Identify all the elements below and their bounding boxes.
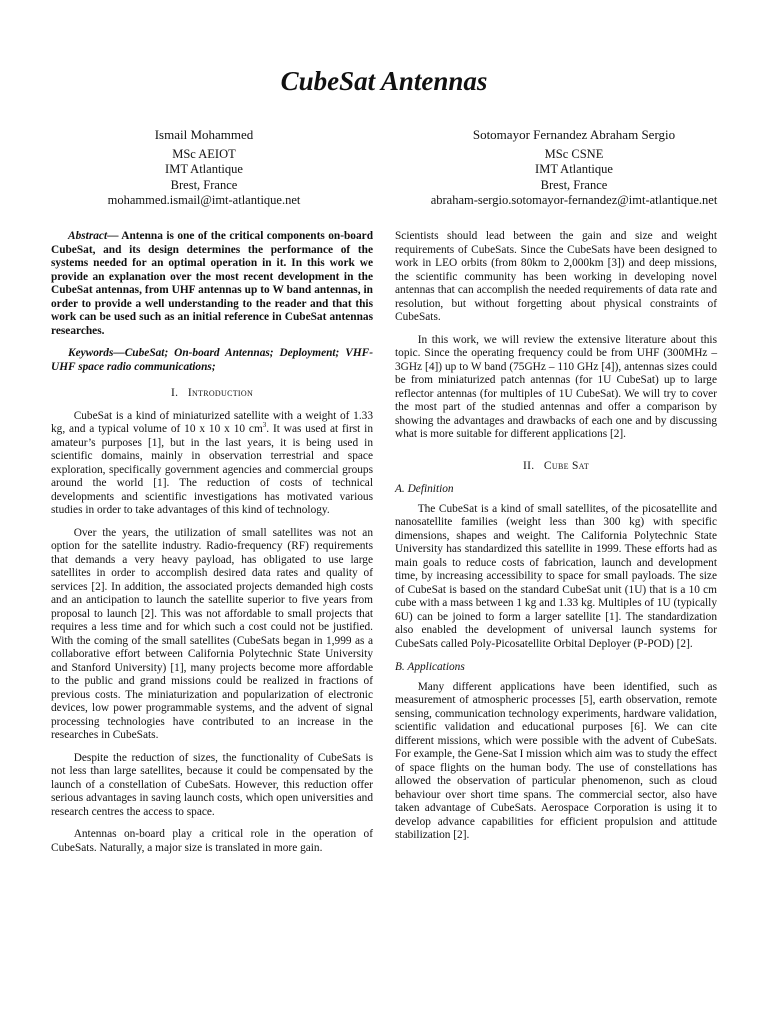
keywords: Keywords—CubeSat; On-board Antennas; Deployment; VHF-UHF space radio communications; (51, 347, 373, 373)
paper-title: CubeSat Antennas (280, 66, 488, 96)
intro-paragraph-5: Scientists should lead between the gain and size and weight requirements of CubeSats. Since the CubeSats have been designed to work in LEO orbits (from 80km to 2,000km [3]) and deep missions, the scientific community has been working in developing novel antennas that can accomplish the needed requirements of data rate and resolution, but without forgetting about physical constraints of CubeSats. (395, 230, 717, 323)
author-degree: MSc AEIOT (172, 146, 236, 161)
subsection-heading-a: A. Definition (395, 483, 454, 495)
subsection-heading-b: B. Applications (395, 661, 465, 673)
definition-paragraph: The CubeSat is a kind of small satellites, of the picosatellite and nanosatellite families (weight less than 300 kg) with specific dimensions, shapes and weight. The California Polytechnic State University has standardized this satellite in 1999. These efforts had as main goals to reduce costs of fabrication, launch and development time, by increasing accessibility to space for small payloads. The size of CubeSat is based on the standard CubeSat unit (1U) that is a 10 cm cube with a mass between 1 kg and 1.33 kg. Multiples of 1U (typically 6U) can be joined to form a larger satellite [1]. The standardization also enabled the development of universal launch systems for CubeSats called Poly-Picosatellite Orbital Deployer (P-POD) [2]. (395, 502, 717, 650)
right-column (395, 230, 717, 852)
intro-paragraph-3: Despite the reduction of sizes, the functionality of CubeSats is not less than large satellites, because it could be compensated by the launch of a constellation of CubeSats. However, this reduction offer serious advantages in saving launch costs, which open universities and research centres the access to space. (51, 751, 373, 818)
section-heading-2: II. Cube Sat (522, 459, 590, 472)
author-name: Ismail Mohammed (154, 127, 254, 142)
left-column (51, 230, 373, 864)
author-location: Brest, France (170, 177, 238, 192)
author-block-1 (34, 127, 374, 209)
author-email: abraham-sergio.sotomayor-fernandez@imt-atlantique.net (430, 193, 718, 207)
abstract-label: Abstract (68, 230, 108, 242)
author-institution: IMT Atlantique (165, 162, 243, 176)
abstract (51, 230, 373, 338)
abstract-text: — Antenna is one of the critical components on-board CubeSat, and its design determines the performance of the systems needed for an optimal operation in it. In this work we provide an explanation over the most recent development in the CubeSat antennas, from UHF antennas up to W band antennas, in order to provide a well understanding to the reader and that this work can be used such as an initial reference in CubeSat antennas researches. (51, 230, 373, 337)
author-email: mohammed.ismail@imt-atlantique.net (107, 193, 301, 207)
intro-paragraph-6: In this work, we will review the extensive literature about this topic. Since the operating frequency could be from UHF (300MHz – 3GHz [4]) up to W band (75GHz – 110 GHz [4]), antennas sizes could be from miniaturized patch antennas (for 1U CubeSat) up to large reflector antennas (for multiples of 1U CubeSat). We will try to cover the most part of the studied antennas and offer a comparison by showing the advantages and drawbacks of each one and by discussing what is more suitable for different applications [2]. (395, 333, 717, 440)
applications-paragraph: Many different applications have been identified, such as measurement of atmospheric processes [5], earth observation, remote sensing, communication technology experiments, hardware validation, scientific validation and educational purposes [6]. We can cite different missions, which were possible with the advent of CubeSats. For example, the Gene-Sat I mission which aim was to study the effect of space flights on the human body. The use of constellations has allowed the observation of particular phenomenon, such as cloud behaviour over short time spans. The commercial sector, also have taken advantage of CubeSats. Aerospace Corporation is using it to develop advance capabilities for efficient propulsion and attitude stabilization [2]. (395, 680, 717, 841)
author-name: Sotomayor Fernandez Abraham Sergio (472, 127, 676, 142)
author-institution: IMT Atlantique (535, 162, 613, 176)
author-block-2 (394, 127, 754, 209)
section-heading-1: I. Introduction (170, 387, 254, 399)
author-location: Brest, France (540, 177, 608, 192)
intro-paragraph-4: Antennas on-board play a critical role in the operation of CubeSats. Naturally, a major size is translated in more gain. (51, 828, 373, 854)
intro-paragraph-2: Over the years, the utilization of small satellites was not an option for the satellite industry. Radio-frequency (RF) requirements that demands a very heavy payload, has obligated to use large satellites in order to accomplish desired data rates and quality of services [2]. In addition, the associated projects demanded high costs and an anticipation to launch the satellite superior to five years from proposal to launch [2]. This was not affordable to small projects that requires a less time and for which such a cost could not be justified. With the coming of the small satellites (CubeSats began in 1,999 as a collaborative effort between California Polytechnic State University and Stanford University) [1], many projects become more affordable to the public and grand missions could be realized in fractions of previous costs. The miniaturization and popularization of electronic devices, low power programmable systems, and the advent of signal processing technologies have contributed to an increase in the researches in CubeSats. (51, 526, 373, 741)
author-degree: MSc CSNE (544, 146, 604, 161)
intro-paragraph-1: CubeSat is a kind of miniaturized satellite with a weight of 1.33 kg, and a typical volume of 10 x 10 x 10 $cm^3$. It was used at first in amateur’s purposes [1], but in the last years, it is being used in scientific domains, mainly in observation terrestrial and space exploration, specifically government agencies and commercial groups around the world [1]. The reduction of costs of technical developments and scientific investigations has motivated various studies in order to take advantages of this kind of technology. (51, 409, 374, 516)
